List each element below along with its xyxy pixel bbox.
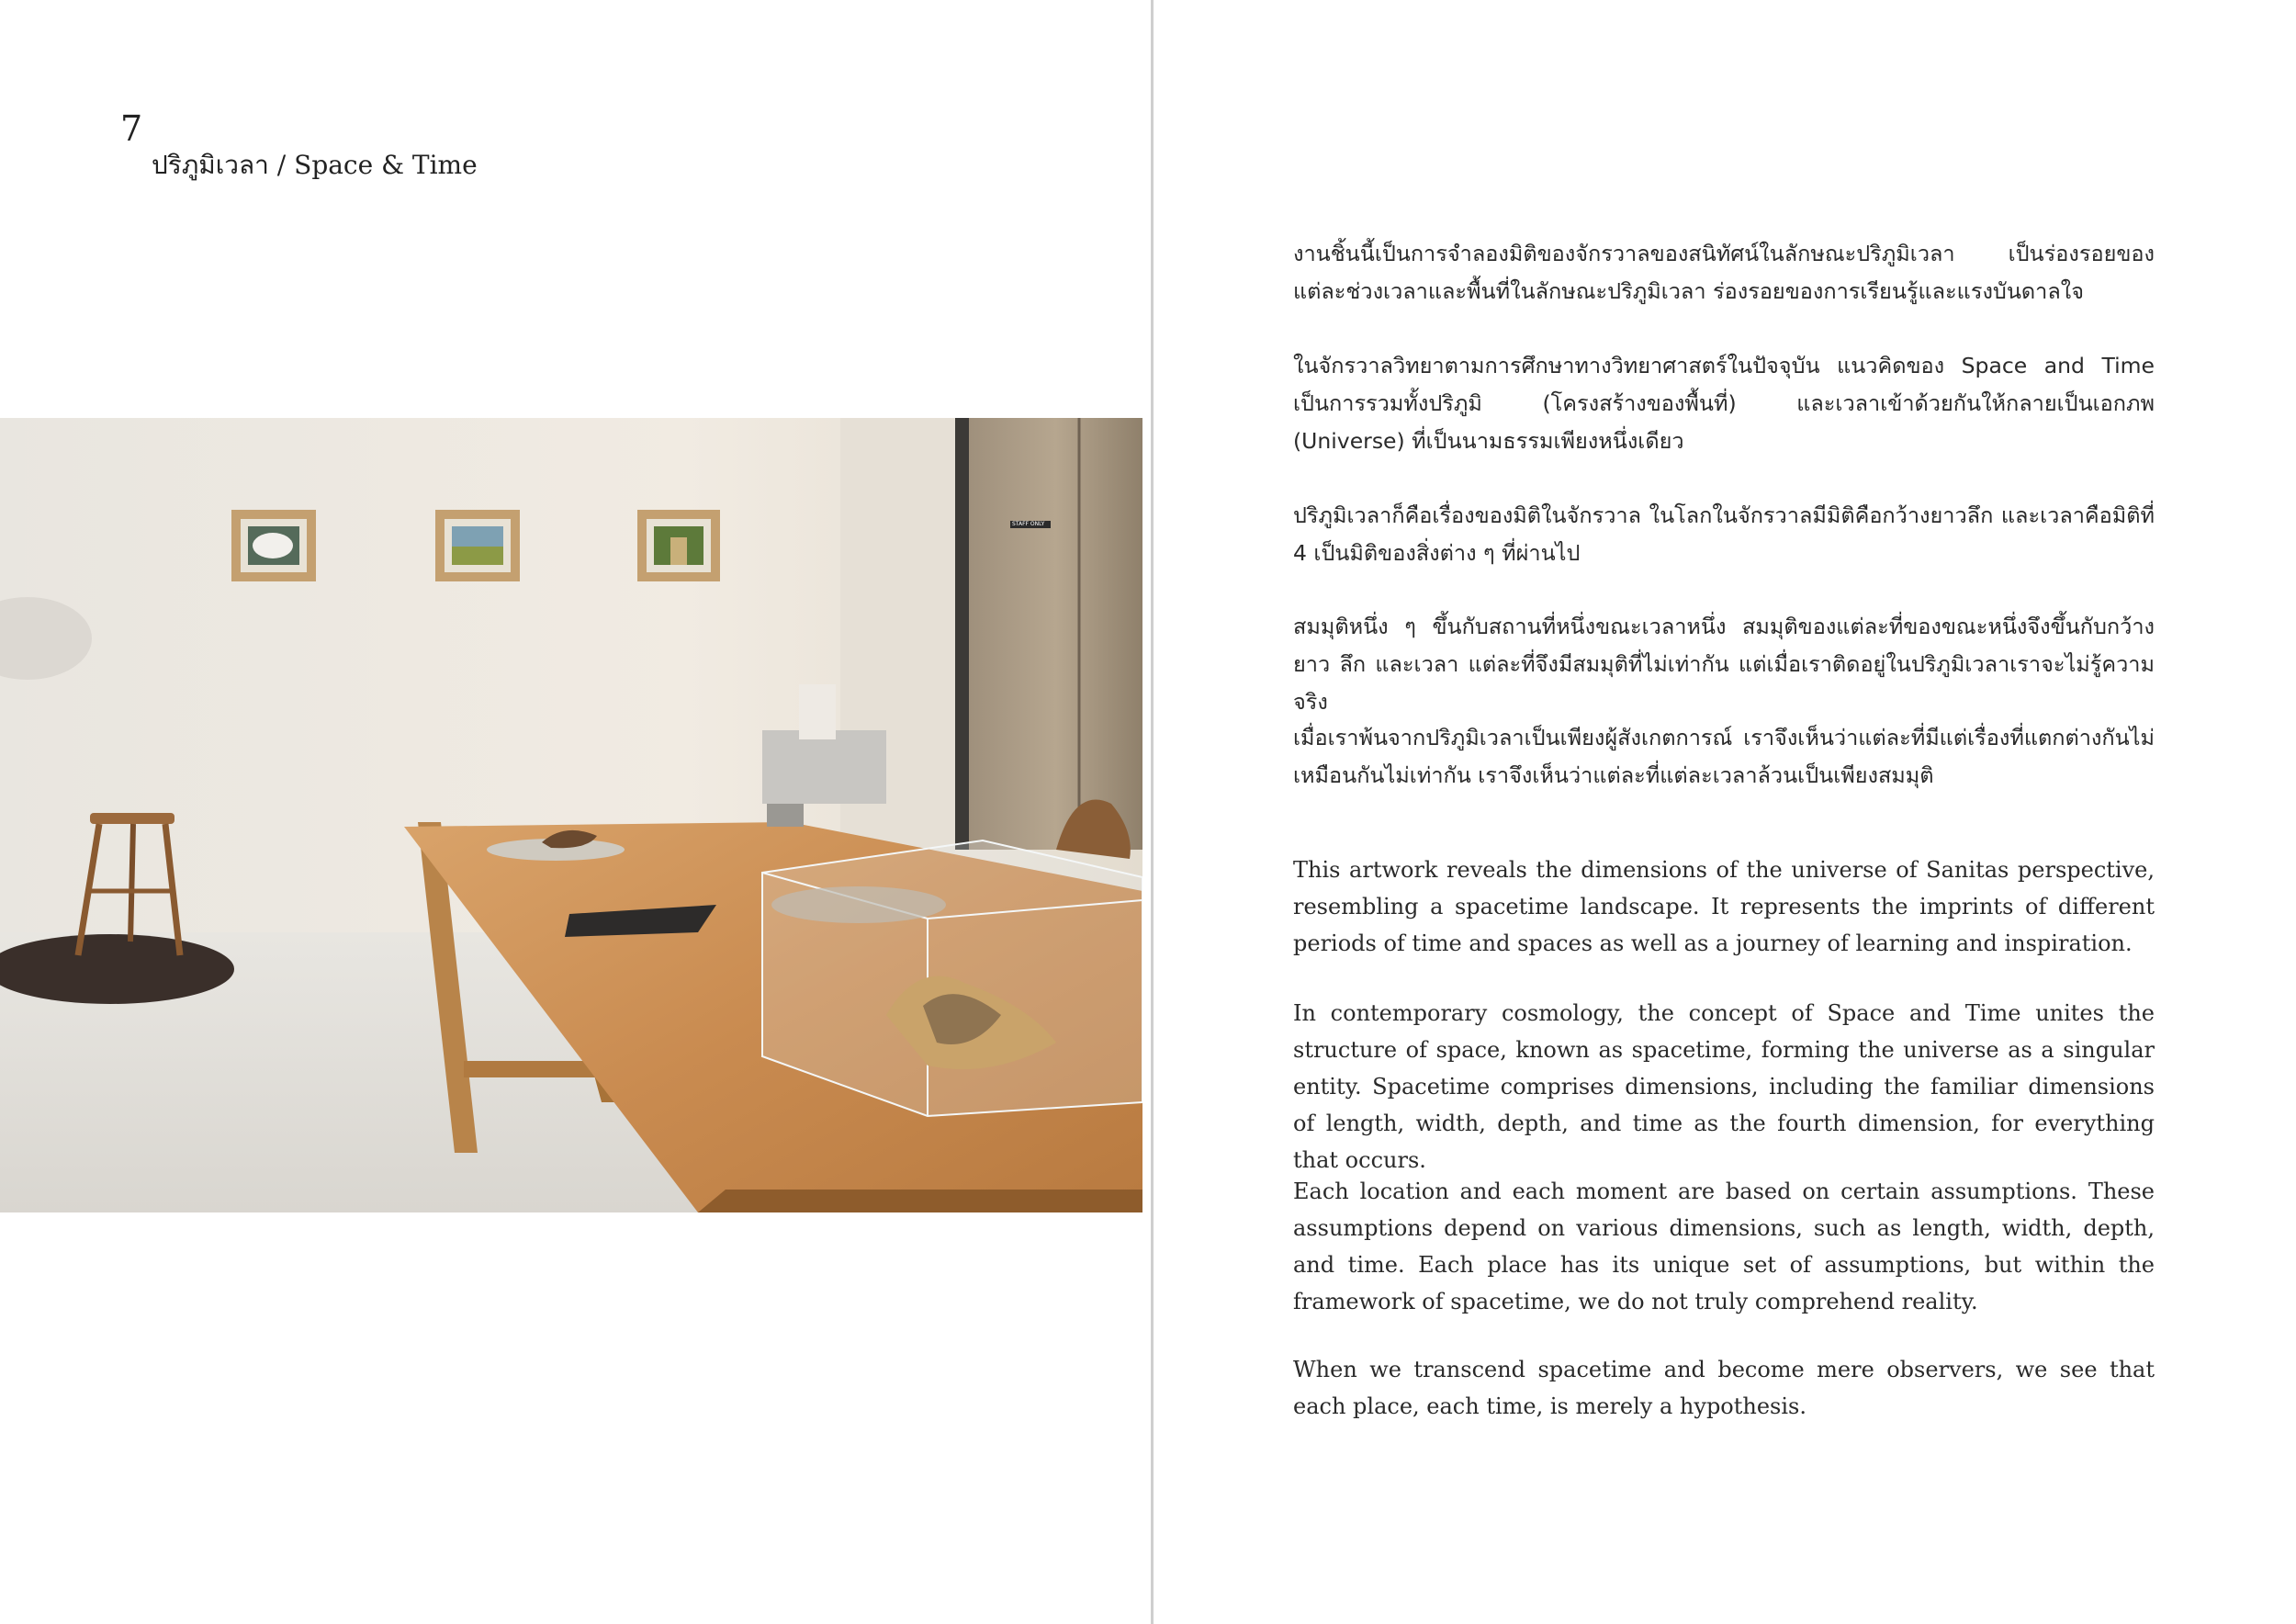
english-paragraph-4-block	[1293, 1351, 2155, 1425]
thai-paragraph-3-block	[1293, 497, 2155, 572]
framed-picture	[435, 510, 520, 581]
english-paragraph: Each location and each moment are based on certain assumptions. These assumptions depend on various dimensions, such as length, width, depth, and time. Each place has its unique set of assumptions, but within the framework of spacetime, we do not truly comprehend reality.	[1293, 1179, 2155, 1314]
thai-paragraph-4-block	[1293, 608, 2155, 721]
english-paragraph: This artwork reveals the dimensions of the universe of Sanitas perspective, resembling a spacetime landscape. It represents the imprints of different periods of time and spaces as well as a journey of learning and inspiration.	[1293, 857, 2155, 956]
thai-paragraph: เมื่อเราพ้นจากปริภูมิเวลาเป็นเพียงผู้สังเกตการณ์ เราจึงเห็นว่าแต่ละที่มีแต่เรื่องที่แตกต่างกันไม่เหมือนกันไม่เท่ากัน เราจึงเห็นว่าแต่ละที่แต่ละเวลาล้วนเป็นเพียงสมมุติ	[1293, 725, 2155, 788]
thai-paragraph: ปริภูมิเวลาก็คือเรื่องของมิติในจักรวาล ในโลกในจักรวาลมีมิติคือกว้างยาวลึก และเวลาคือมิติที่ 4 เป็นมิติของสิ่งต่าง ๆ ที่ผ่านไป	[1293, 502, 2155, 566]
thai-paragraph: งานชิ้นนี้เป็นการจำลองมิติของจักรวาลของสนิทัศน์ในลักษณะปริภูมิเวลา เป็นร่องรอยของแต่ละช่วงเวลาและพื้นที่ในลักษณะปริภูมิเวลา ร่องรอยของการเรียนรู้และแรงบันดาลใจ	[1293, 241, 2155, 304]
english-paragraph-2-block	[1293, 995, 2155, 1179]
thai-paragraph-5-block	[1293, 719, 2155, 795]
thai-paragraph-2-block	[1293, 347, 2155, 460]
page-number: 7	[120, 108, 143, 149]
english-paragraph-1-block	[1293, 851, 2155, 962]
thai-paragraph: สมมุติหนึ่ง ๆ ขึ้นกับสถานที่หนึ่งขณะเวลาหนึ่ง สมมุติของแต่ละที่ของขณะหนึ่งจึงขึ้นกับกว้าง ยาว ลึก และเวลา แต่ละที่จึงมีสมมุติที่ไม่เท่ากัน แต่เมื่อเราติดอยู่ในปริภูมิเวลาเราจะไม่รู้ความจริง	[1293, 614, 2155, 715]
glass-display-case	[762, 840, 1142, 1116]
framed-picture	[637, 510, 720, 581]
exhibition-photo	[0, 418, 1142, 1212]
english-paragraph-3-block	[1293, 1173, 2155, 1320]
english-paragraph: When we transcend spacetime and become mere observers, we see that each place, each time, is merely a hypothesis.	[1293, 1357, 2155, 1419]
thai-paragraph: ในจักรวาลวิทยาตามการศึกษาทางวิทยาศาสตร์ในปัจจุบัน แนวคิดของ Space and Time เป็นการรวมทั้งปริภูมิ (โครงสร้างของพื้นที่) และเวลาเข้าด้วยกันให้กลายเป็นเอกภพ (Universe) ที่เป็นนามธรรมเพียงหนึ่งเดียว	[1293, 353, 2155, 454]
thai-paragraph-1-block	[1293, 235, 2155, 310]
framed-picture	[231, 510, 316, 581]
english-paragraph: In contemporary cosmology, the concept of Space and Time unites the structure of space, known as spacetime, forming the universe as a singular entity. Spacetime comprises dimensions, including the familiar dimensions of length, width, depth, and time as the fourth dimension, for everything that occurs.	[1293, 1000, 2155, 1173]
page-title: ปริภูมิเวลา / Space & Time	[152, 150, 478, 180]
door-sign: STAFF ONLY	[1012, 521, 1045, 527]
